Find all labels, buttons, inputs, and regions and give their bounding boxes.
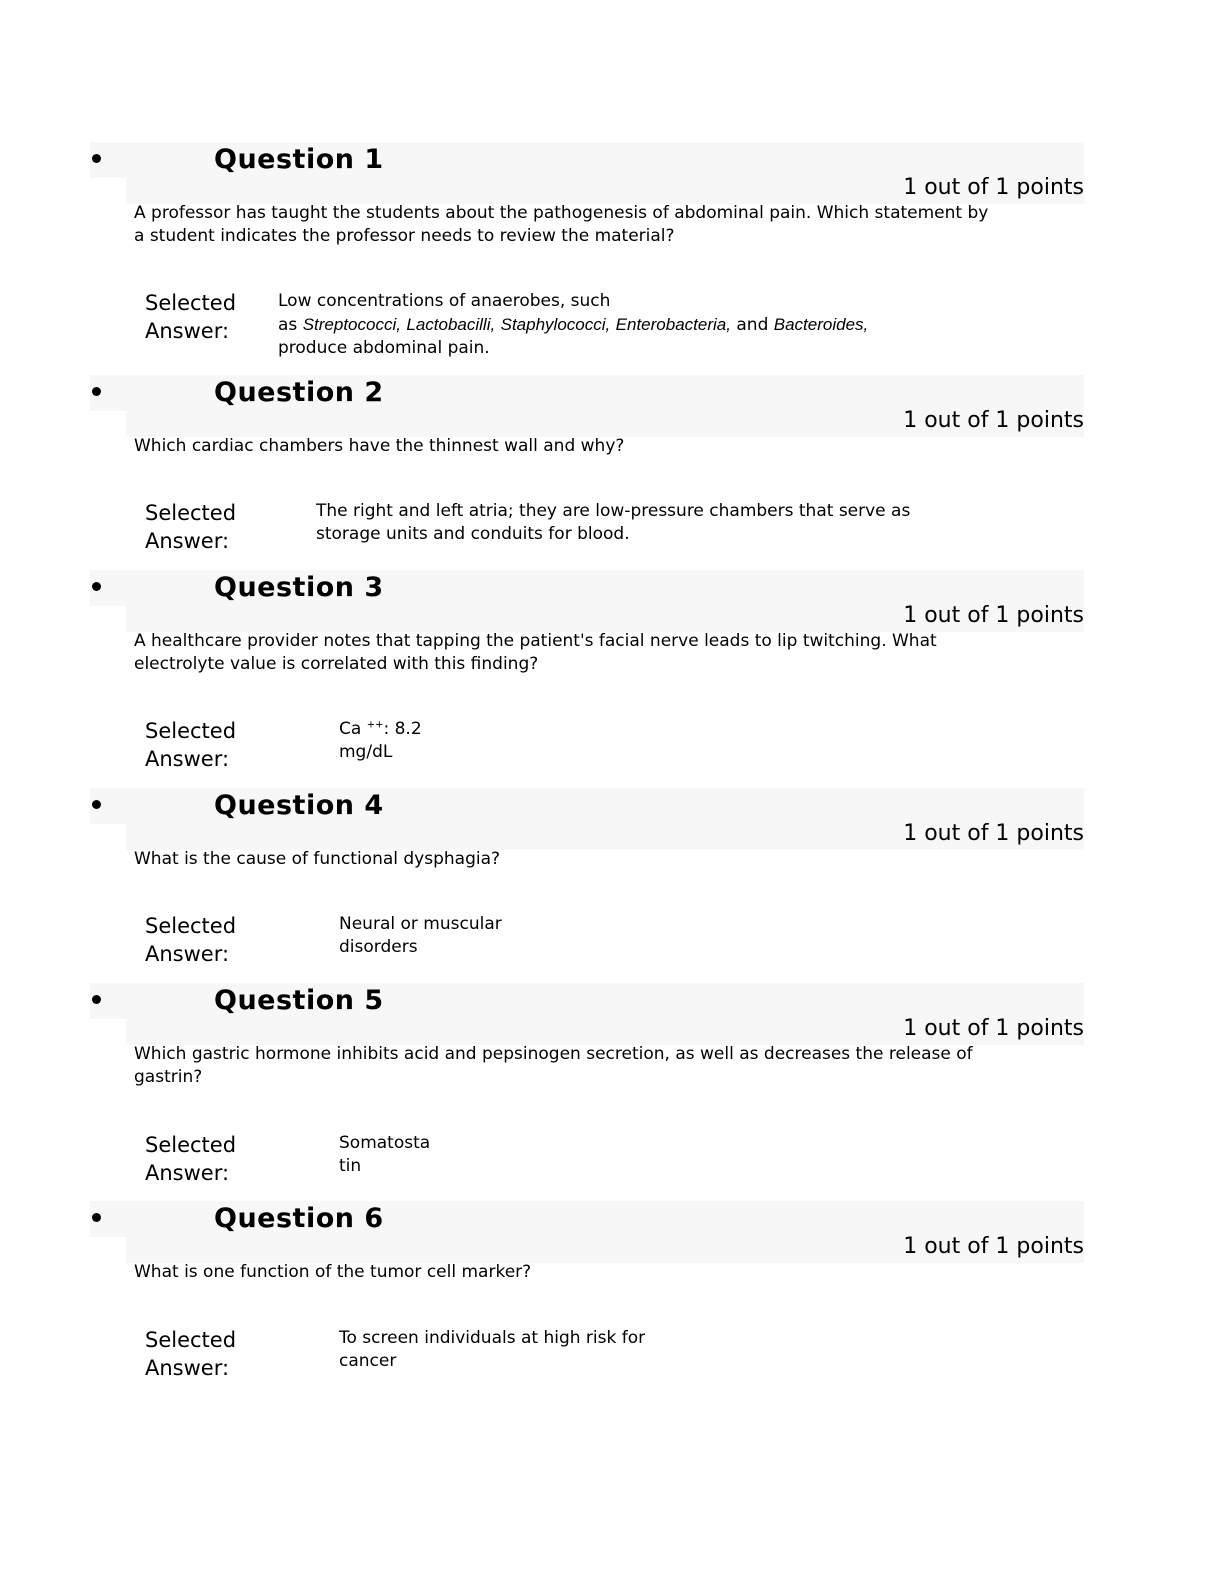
question-points: 1 out of 1 points xyxy=(903,821,1084,846)
bullet-icon xyxy=(92,800,101,809)
question-points: 1 out of 1 points xyxy=(903,1234,1084,1259)
question-points: 1 out of 1 points xyxy=(903,408,1084,433)
bullet-icon xyxy=(92,154,101,163)
bullet-icon xyxy=(92,1213,101,1222)
question-text: A healthcare provider notes that tapping the patient's facial nerve leads to lip twitching. What electrolyte value is correlated with this finding? xyxy=(134,631,937,674)
selected-answer-label: Selected Answer: xyxy=(145,914,237,966)
selected-answer: Somatosta tin xyxy=(339,1133,431,1176)
question-text: Which gastric hormone inhibits acid and pepsinogen secretion, as well as decreases the release of gastrin? xyxy=(134,1044,973,1087)
question-title: Question 6 xyxy=(214,1203,384,1234)
question-text: A professor has taught the students about the pathogenesis of abdominal pain. Which statement by a student indicates the professor needs to review the material? xyxy=(134,203,989,246)
question-text: What is the cause of functional dysphagia? xyxy=(134,849,501,869)
question-text: What is one function of the tumor cell marker? xyxy=(134,1262,532,1282)
selected-answer: To screen individuals at high risk for cancer xyxy=(339,1328,646,1371)
bullet-icon xyxy=(92,995,101,1004)
selected-answer-label: Selected Answer: xyxy=(145,291,237,343)
question-title: Question 1 xyxy=(214,144,384,175)
question-title: Question 4 xyxy=(214,790,384,821)
question-points: 1 out of 1 points xyxy=(903,1016,1084,1041)
bullet-icon xyxy=(92,387,101,396)
question-title: Question 5 xyxy=(214,985,384,1016)
bullet-icon xyxy=(92,582,101,591)
selected-answer: Ca ++: 8.2 mg/dL xyxy=(339,719,422,762)
selected-answer-label: Selected Answer: xyxy=(145,719,237,771)
question-title: Question 3 xyxy=(214,572,384,603)
question-points: 1 out of 1 points xyxy=(903,603,1084,628)
selected-answer-label: Selected Answer: xyxy=(145,1133,237,1185)
question-title: Question 2 xyxy=(214,377,384,408)
selected-answer: The right and left atria; they are low-pressure chambers that serve as storage units and conduits for blood. xyxy=(316,501,911,544)
question-text: Which cardiac chambers have the thinnest wall and why? xyxy=(134,436,625,456)
selected-answer-label: Selected Answer: xyxy=(145,501,237,553)
selected-answer-label: Selected Answer: xyxy=(145,1328,237,1380)
question-points: 1 out of 1 points xyxy=(903,175,1084,200)
selected-answer: Low concentrations of anaerobes, such as Streptococci, Lactobacilli, Staphylococci, Enterobacteria, and Bacteroides, produce abdominal pain. xyxy=(278,291,869,358)
selected-answer: Neural or muscular disorders xyxy=(339,914,502,957)
